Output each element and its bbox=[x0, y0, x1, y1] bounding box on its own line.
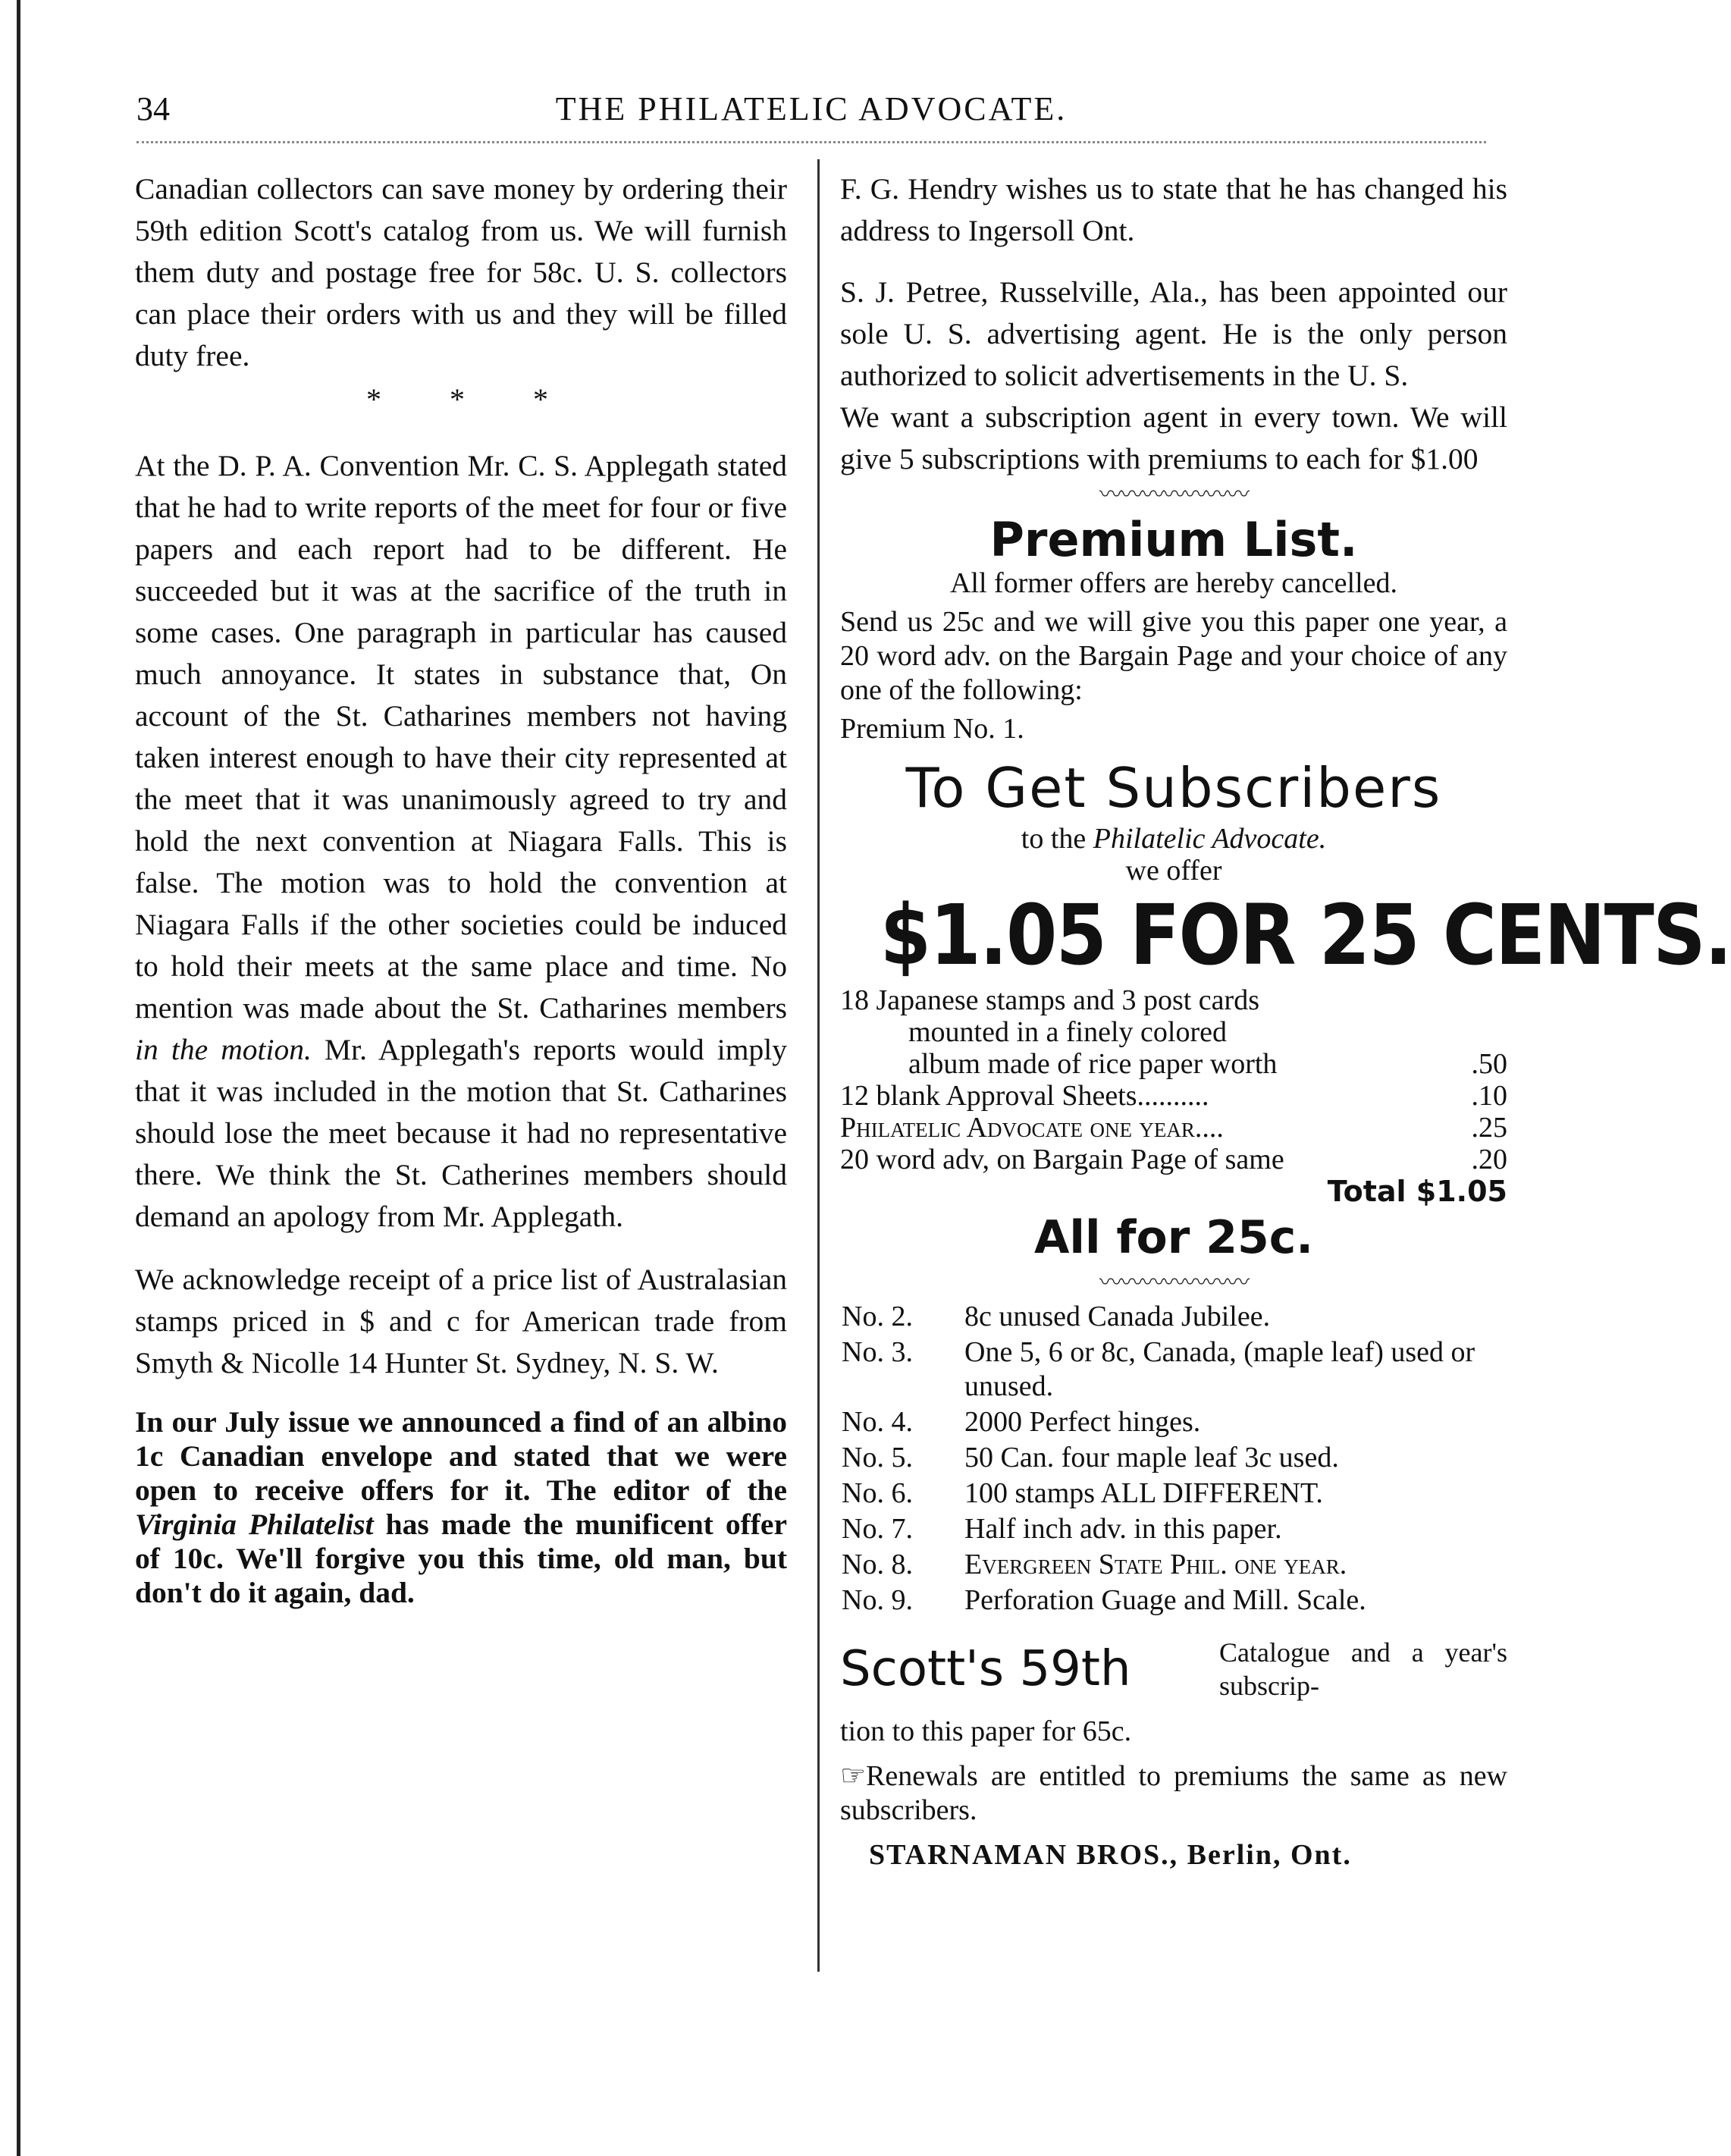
convention-paragraph: At the D. P. A. Convention Mr. C. S. Applegath stated that he had to write reports of the meet for four or five papers and each report had to be different. He succeeded but it was at the sacrifice of the truth in some cases. One paragraph in particular has caused much annoyance. It states in substance that, On account of the St. Catharines members not having taken interest enough to have their city represented at the meet that it was unanimously agreed to try and hold the next convention at Niagara Falls. This is false. The motion was to hold the convention at Niagara Falls if the other societies could be induced to hold their meets at the same place and time. No mention was made about the St. Catharines members in the motion. Mr. Applegath's reports would imply that it was included in the motion that St. Catharines should lose the meet because it had no representative there. We think the St. Catherines members should demand an apology from Mr. Applegath. bbox=[135, 449, 787, 1233]
page-number: 34 bbox=[136, 90, 170, 127]
premium-no1-label: Premium No. 1. bbox=[840, 713, 1024, 745]
premium-options-list bbox=[840, 1298, 1507, 1619]
offer-item: 20 word adv, on Bargain Page of same .20 bbox=[840, 1144, 1507, 1175]
section-stars: * * * bbox=[366, 382, 579, 416]
petree-paragraph: S. J. Petree, Russelville, Ala., has been appointed our sole U. S. advertising agent. He is the only person authorized to solicit advertisements in the U. S. bbox=[840, 275, 1507, 392]
offer-total: Total $1.05 bbox=[1327, 1175, 1507, 1208]
wavy-divider-2: 〰〰〰〰〰〰〰 bbox=[1099, 1270, 1248, 1295]
offer-item: 12 blank Approval Sheets.......... .10 bbox=[840, 1080, 1507, 1112]
offer-items-table bbox=[840, 984, 1507, 1175]
premium-option: No. 5. 50 Can. four maple leaf 3c used. bbox=[842, 1442, 1339, 1473]
send-us-paragraph: Send us 25c and we will give you this paper one year, a 20 word adv. on the Bargain Page and your choice of any one of the following: bbox=[840, 606, 1507, 706]
offer-item: Philatelic Advocate one year.... .25 bbox=[840, 1112, 1507, 1144]
we-offer-line: we offer bbox=[1125, 855, 1222, 887]
premium-option: No. 9. Perforation Guage and Mill. Scale. bbox=[842, 1584, 1366, 1616]
scotts-catalogue-note: Catalogue and a year's subscrip- bbox=[1219, 1637, 1507, 1701]
get-subscribers-heading: To Get Subscribers bbox=[905, 756, 1442, 820]
wavy-divider: 〰〰〰〰〰〰〰 bbox=[1099, 482, 1248, 507]
scotts-subscription-tail: tion to this paper for 65c. bbox=[840, 1715, 1132, 1747]
renewals-note: ☞Renewals are entitled to premiums the same as new subscribers. bbox=[840, 1760, 1507, 1826]
subscription-agent-paragraph: We want a subscription agent in every town. We will give 5 subscriptions with premiums to each for $1.00 bbox=[840, 400, 1507, 475]
hendry-paragraph: F. G. Hendry wishes us to state that he has changed his address to Ingersoll Ont. bbox=[840, 172, 1507, 247]
former-offers-note: All former offers are hereby cancelled. bbox=[949, 567, 1398, 599]
offer-item: mounted in a finely colored bbox=[908, 1016, 1227, 1048]
offer-item: 18 Japanese stamps and 3 post cards bbox=[840, 984, 1259, 1016]
virginia-philatelist-italic: Virginia Philatelist bbox=[135, 1508, 374, 1541]
page-edge-rule bbox=[17, 0, 20, 2156]
premium-list-title: Premium List. bbox=[989, 512, 1358, 567]
convention-italic: in the motion. bbox=[135, 1033, 312, 1066]
all-for-heading: All for 25c. bbox=[1033, 1211, 1314, 1264]
premium-option: No. 4. 2000 Perfect hinges. bbox=[842, 1406, 1201, 1438]
page-header bbox=[136, 89, 1486, 135]
premium-option: No. 3. One 5, 6 or 8c, Canada, (maple leaf) used or unused. bbox=[842, 1336, 1475, 1402]
offer-item: album made of rice paper worth .50 bbox=[908, 1048, 1507, 1080]
premium-option: No. 7. Half inch adv. in this paper. bbox=[842, 1513, 1282, 1545]
publisher-signature: STARNAMAN BROS., Berlin, Ont. bbox=[869, 1839, 1352, 1871]
price-list-paragraph: We acknowledge receipt of a price list of Australasian stamps priced in $ and c for American trade from Smyth & Nicolle 14 Hunter St. Sydney, N. S. W. bbox=[135, 1263, 787, 1379]
to-the-advocate-line: to the Philatelic Advocate. bbox=[1021, 823, 1327, 855]
scotts-59th-heading: Scott's 59th bbox=[840, 1641, 1131, 1697]
premium-option: No. 6. 100 stamps ALL DIFFERENT. bbox=[842, 1477, 1323, 1509]
running-title: THE PHILATELIC ADVOCATE. bbox=[555, 90, 1068, 127]
premium-option: No. 8. Evergreen State Phil. one year. bbox=[842, 1549, 1347, 1580]
left-column bbox=[135, 168, 787, 1610]
premium-option: No. 2. 8c unused Canada Jubilee. bbox=[842, 1301, 1271, 1332]
canadian-collectors-paragraph: Canadian collectors can save money by ordering their 59th edition Scott's catalog from us. We will furnish them duty and postage free for 58c. U. S. collectors can place their orders with us and they will be filled duty free. bbox=[135, 172, 787, 372]
offer-headline: $1.05 FOR 25 CENTS. bbox=[880, 887, 1731, 984]
header-rule bbox=[136, 141, 1486, 143]
right-column bbox=[840, 168, 1731, 1872]
scotts-offer bbox=[840, 1631, 1507, 1715]
albino-envelope-paragraph: In our July issue we announced a find of an albino 1c Canadian envelope and stated that we were open to receive offers for it. The editor of the Virginia Philatelist has made the munificent offer of 10c. We'll forgive you this time, old man, but don't do it again, dad. bbox=[135, 1405, 787, 1609]
column-divider bbox=[817, 159, 820, 1972]
